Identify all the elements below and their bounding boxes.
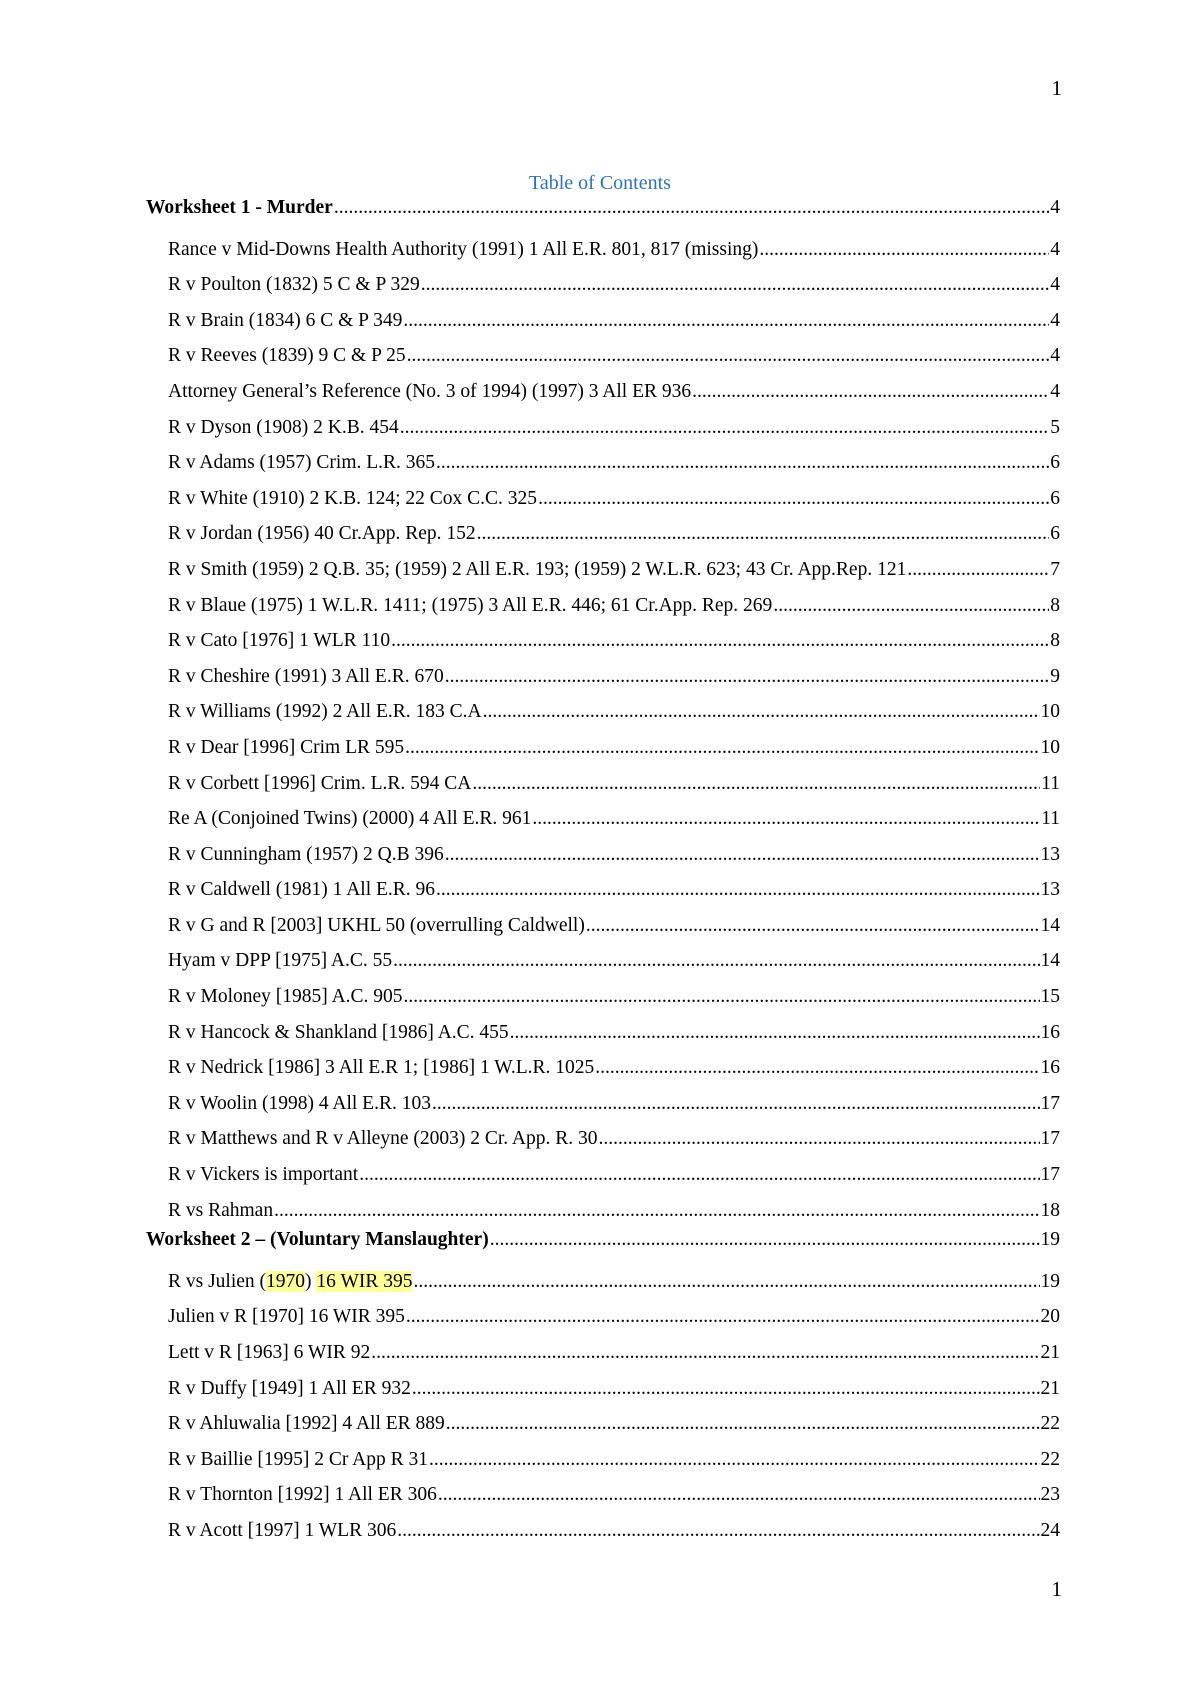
toc-entry[interactable]: R v Thornton [1992] 1 All ER 306 ..... 23 bbox=[146, 1477, 1060, 1513]
toc-entry[interactable]: R v Moloney [1985] A.C. 905 ..... 15 bbox=[146, 979, 1060, 1015]
toc-entry[interactable]: Rance v Mid-Downs Health Authority (1991) 1 All E.R. 801, 817 (missing) ..... 4 bbox=[146, 232, 1060, 268]
toc-entry[interactable]: R v White (1910) 2 K.B. 124; 22 Cox C.C. 325 ..... 6 bbox=[146, 481, 1060, 517]
toc-entry[interactable]: R v Cato [1976] 1 WLR 110 ..... 8 bbox=[146, 623, 1060, 659]
toc-entry[interactable]: R v Hancock & Shankland [1986] A.C. 455 ..... 16 bbox=[146, 1015, 1060, 1051]
table-of-contents bbox=[146, 196, 1060, 1549]
highlighted-text: 1970 bbox=[266, 1270, 306, 1292]
toc-entry[interactable]: R v Vickers is important ..... 17 bbox=[146, 1157, 1060, 1193]
toc-heading-worksheet-2[interactable]: Worksheet 2 – (Voluntary Manslaughter) ..... 19 bbox=[146, 1228, 1060, 1264]
toc-entry[interactable]: R v Caldwell (1981) 1 All E.R. 96 ..... 13 bbox=[146, 872, 1060, 908]
toc-entry[interactable]: R v Acott [1997] 1 WLR 306 ..... 24 bbox=[146, 1513, 1060, 1549]
toc-entry[interactable]: R v Ahluwalia [1992] 4 All ER 889 ..... 22 bbox=[146, 1406, 1060, 1442]
toc-entry[interactable]: R v Williams (1992) 2 All E.R. 183 C.A ..... 10 bbox=[146, 694, 1060, 730]
toc-entry[interactable]: R v Adams (1957) Crim. L.R. 365 ..... 6 bbox=[146, 445, 1060, 481]
toc-entry[interactable]: R v Blaue (1975) 1 W.L.R. 1411; (1975) 3 All E.R. 446; 61 Cr.App. Rep. 269 ..... 8 bbox=[146, 588, 1060, 624]
toc-entry[interactable]: R v Duffy [1949] 1 All ER 932 ..... 21 bbox=[146, 1371, 1060, 1407]
toc-entry[interactable]: R vs Julien (1970) 16 WIR 395 ..... 19 bbox=[146, 1264, 1060, 1300]
toc-entry[interactable]: R v Cunningham (1957) 2 Q.B 396 ..... 13 bbox=[146, 837, 1060, 873]
toc-entry[interactable]: R v G and R [2003] UKHL 50 (overrulling Caldwell) ..... 14 bbox=[146, 908, 1060, 944]
toc-entry[interactable]: R v Cheshire (1991) 3 All E.R. 670 ..... 9 bbox=[146, 659, 1060, 695]
toc-entry[interactable]: R v Matthews and R v Alleyne (2003) 2 Cr. App. R. 30 ..... 17 bbox=[146, 1121, 1060, 1157]
toc-entry[interactable]: R v Woolin (1998) 4 All E.R. 103 ..... 17 bbox=[146, 1086, 1060, 1122]
toc-entry[interactable]: Attorney General’s Reference (No. 3 of 1994) (1997) 3 All ER 936 ..... 4 bbox=[146, 374, 1060, 410]
toc-entry[interactable]: R v Nedrick [1986] 3 All E.R 1; [1986] 1 W.L.R. 1025 ..... 16 bbox=[146, 1050, 1060, 1086]
page-number-top: 1 bbox=[1051, 76, 1062, 100]
toc-entry[interactable]: R vs Rahman ..... 18 bbox=[146, 1193, 1060, 1229]
toc-entry[interactable]: R v Reeves (1839) 9 C & P 25 ..... 4 bbox=[146, 338, 1060, 374]
toc-entry[interactable]: R v Corbett [1996] Crim. L.R. 594 CA ..... 11 bbox=[146, 766, 1060, 802]
toc-heading-worksheet-1[interactable]: Worksheet 1 - Murder ..... 4 bbox=[146, 196, 1060, 232]
toc-entry[interactable]: Hyam v DPP [1975] A.C. 55 ..... 14 bbox=[146, 943, 1060, 979]
toc-entry[interactable]: Re A (Conjoined Twins) (2000) 4 All E.R. 961 ..... 11 bbox=[146, 801, 1060, 837]
toc-entry[interactable]: R v Baillie [1995] 2 Cr App R 31 ..... 22 bbox=[146, 1442, 1060, 1478]
highlighted-text: 16 WIR 395 bbox=[316, 1270, 413, 1292]
toc-title: Table of Contents bbox=[529, 172, 671, 194]
toc-entry[interactable]: R v Poulton (1832) 5 C & P 329 ..... 4 bbox=[146, 267, 1060, 303]
toc-entry[interactable]: R v Jordan (1956) 40 Cr.App. Rep. 152 ..... 6 bbox=[146, 516, 1060, 552]
toc-entry[interactable]: Julien v R [1970] 16 WIR 395 ..... 20 bbox=[146, 1299, 1060, 1335]
toc-entry[interactable]: R v Smith (1959) 2 Q.B. 35; (1959) 2 All E.R. 193; (1959) 2 W.L.R. 623; 43 Cr. App.Rep. 121 ..... 7 bbox=[146, 552, 1060, 588]
toc-entry[interactable]: Lett v R [1963] 6 WIR 92 ..... 21 bbox=[146, 1335, 1060, 1371]
toc-entry[interactable]: R v Dyson (1908) 2 K.B. 454 ..... 5 bbox=[146, 410, 1060, 446]
toc-entry[interactable]: R v Brain (1834) 6 C & P 349 ..... 4 bbox=[146, 303, 1060, 339]
page-number-bottom: 1 bbox=[1051, 1577, 1062, 1601]
toc-entry[interactable]: R v Dear [1996] Crim LR 595 ..... 10 bbox=[146, 730, 1060, 766]
